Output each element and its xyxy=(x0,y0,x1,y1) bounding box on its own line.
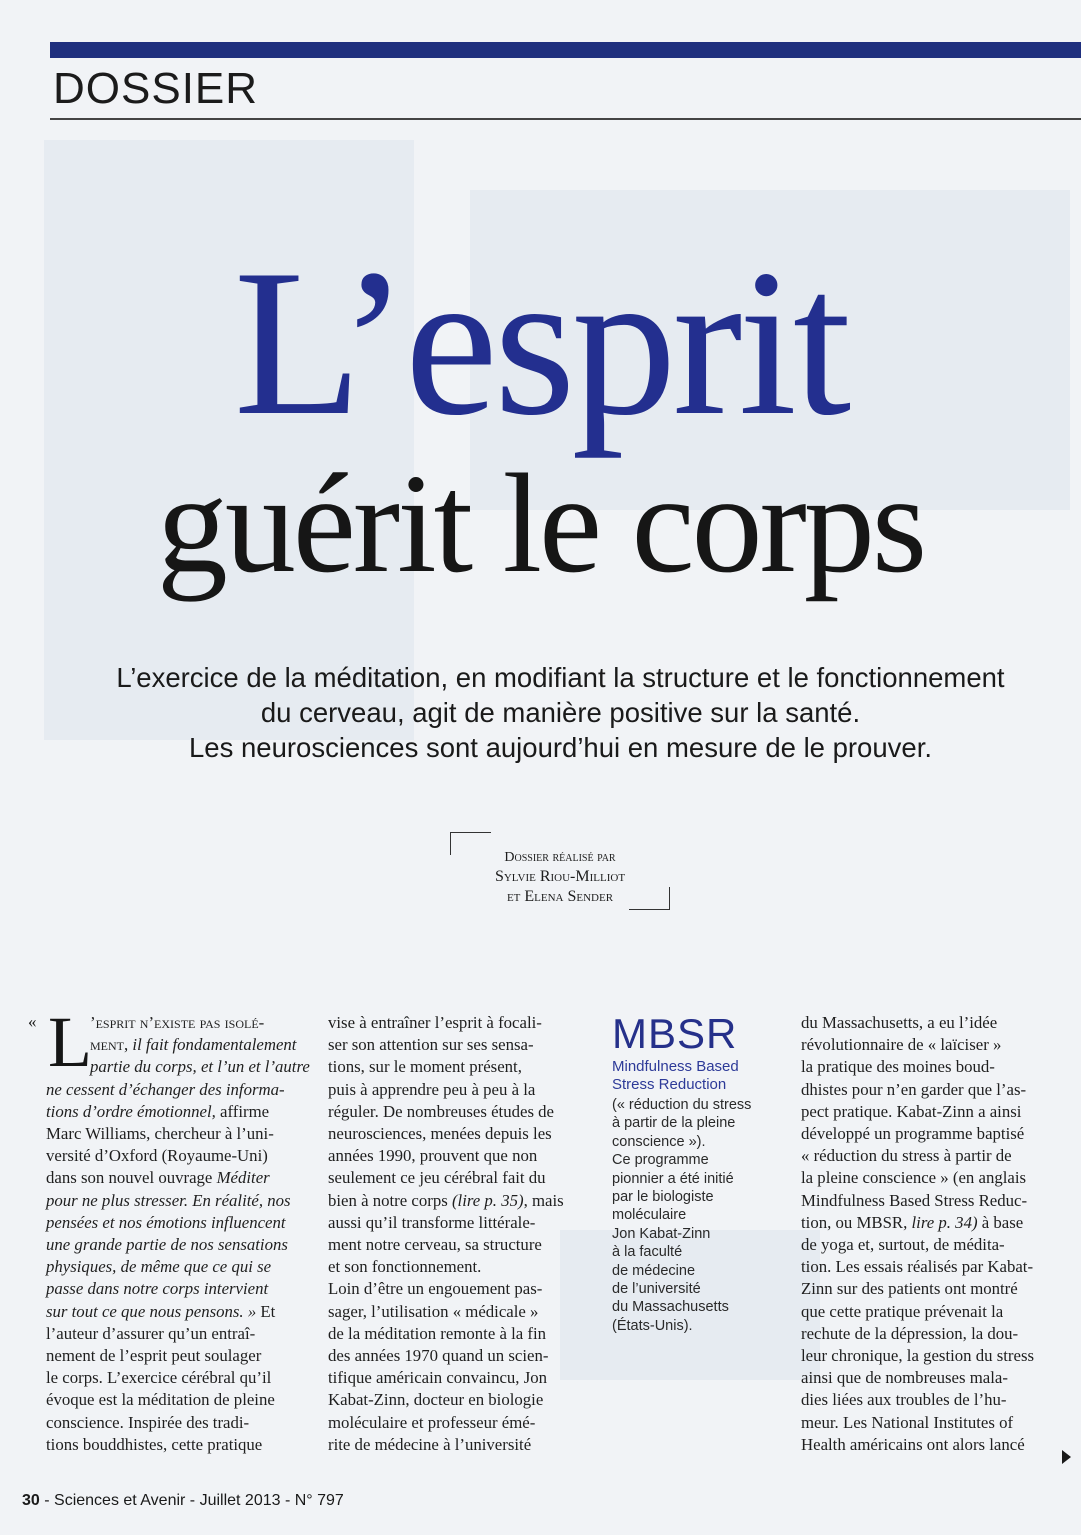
byline-box xyxy=(450,832,670,904)
text-line: à la faculté xyxy=(612,1244,683,1261)
text-line xyxy=(46,1256,308,1278)
page-footer xyxy=(22,1492,344,1510)
headline-line-1: L’esprit xyxy=(233,227,848,459)
text-line: vise à entraîner l’esprit à focali- xyxy=(328,1013,542,1032)
byline-author-1: Sylvie Riou-Milliot xyxy=(494,868,626,885)
text-line: par le biologiste xyxy=(612,1189,714,1206)
standfirst-line: L’exercice de la méditation, en modifiant la structure et le fonctionnement xyxy=(116,662,1005,693)
text-line: rite de médecine à l’université xyxy=(328,1434,532,1454)
text-line: révolutionnaire de « laïciser » xyxy=(801,1035,1002,1055)
text-line: bien à notre corps (lire p. 35), mais xyxy=(328,1190,564,1210)
text-line: le corps. L’exercice cérébral qu’il xyxy=(46,1368,272,1388)
text-line: neurosciences, menées depuis les xyxy=(328,1124,552,1144)
article-column-1 xyxy=(46,1002,310,1456)
text-line: dans son nouvel ouvrage Méditer xyxy=(46,1168,270,1188)
text-line: sager, l’utilisation « médicale » xyxy=(328,1301,539,1321)
text-line: du Massachusetts xyxy=(612,1299,729,1316)
text-line: ainsi que de nombreuses mala- xyxy=(801,1368,1008,1388)
text-line: physiques, de même que ce qui se xyxy=(46,1257,272,1277)
text-line xyxy=(46,1234,308,1256)
text-line: tifique américain convaincu, Jon xyxy=(328,1368,548,1388)
text-line: pour ne plus stresser. En réalité, nos xyxy=(46,1190,291,1210)
text-line: du Massachusetts, a eu l’idée xyxy=(801,1013,998,1032)
text-line: que cette pratique prévenait la xyxy=(801,1301,1004,1321)
text-line: l’auteur d’assurer qu’un entraî- xyxy=(46,1323,256,1343)
header-bar-notch xyxy=(50,42,66,58)
text-line: pect pratique. Kabat-Zinn a ainsi xyxy=(801,1101,1022,1121)
text-line: moléculaire et professeur émé- xyxy=(328,1412,536,1432)
text-line: tions d’ordre émotionnel, affirme xyxy=(46,1101,270,1121)
header-bar xyxy=(50,42,1081,58)
text-line xyxy=(46,1034,308,1056)
text-line: ser son attention sur ses sensa- xyxy=(328,1035,534,1055)
mbsr-body xyxy=(612,1096,782,1335)
text-line: Stress Reduction xyxy=(612,1076,727,1093)
text-line: partie du corps, et l’un et l’autre xyxy=(90,1057,310,1077)
text-line: meur. Les National Institutes of xyxy=(801,1412,1014,1432)
text-line: Health américains ont alors lancé xyxy=(801,1434,1025,1454)
text-line: conscience. Inspirée des tradi- xyxy=(46,1412,250,1432)
text-line: la pleine conscience » (en anglais xyxy=(801,1168,1027,1188)
text-line: Loin d’être un engouement pas- xyxy=(328,1279,543,1299)
text-line: « réduction du stress à partir de xyxy=(801,1146,1012,1166)
opening-quote: « xyxy=(28,1012,37,1031)
text-line: tion, ou MBSR, lire p. 34) à base xyxy=(801,1212,1024,1232)
text-line: lire p. 34) xyxy=(911,1212,978,1232)
text-line: pensées et nos émotions influencent xyxy=(46,1212,286,1232)
text-line: évoque est la méditation de pleine xyxy=(46,1390,275,1410)
text-line xyxy=(46,1212,308,1234)
text-line: Méditer xyxy=(216,1168,270,1188)
text-line: Ce programme xyxy=(612,1152,709,1169)
text-line: il fait fondamentalement xyxy=(132,1035,297,1055)
text-line: une grande partie de nos sensations xyxy=(46,1235,288,1255)
text-line: nement de l’esprit peut soulager xyxy=(46,1346,262,1366)
text-line: (« réduction du stress xyxy=(612,1097,752,1113)
headline-line-2: guérit le corps xyxy=(156,444,925,602)
text-line: tions, sur le moment présent, xyxy=(328,1057,522,1077)
text-line: conscience »). xyxy=(612,1133,706,1150)
text-line: (États-Unis). xyxy=(612,1317,693,1334)
text-line: de la méditation remonte à la fin xyxy=(328,1323,547,1343)
text-line: tions d’ordre émotionnel, xyxy=(46,1101,216,1121)
text-line: Zinn sur des patients ont montré xyxy=(801,1279,1018,1299)
text-line: dhistes pour n’en garder que l’as- xyxy=(801,1079,1027,1099)
text-line: moléculaire xyxy=(612,1207,687,1224)
text-line: sur tout ce que nous pensons. » Et xyxy=(46,1301,276,1321)
section-rubric: DOSSIER xyxy=(53,64,259,113)
text-line: dies liées aux troubles de l’hu- xyxy=(801,1390,1007,1410)
standfirst xyxy=(40,660,1081,765)
text-line: des années 1970 quand un scien- xyxy=(328,1346,549,1366)
text-line: ment, xyxy=(90,1035,129,1055)
text-line: Kabat-Zinn, docteur en biologie xyxy=(328,1390,544,1410)
text-line: rechute de la dépression, la dou- xyxy=(801,1323,1019,1343)
text-line: versité d’Oxford (Royaume-Uni) xyxy=(46,1146,268,1166)
text-line xyxy=(46,1079,308,1101)
text-line xyxy=(46,1278,308,1300)
text-line: années 1990, prouvent que non xyxy=(328,1146,538,1166)
text-line xyxy=(46,1190,308,1212)
drop-cap: L xyxy=(48,1002,92,1082)
text-line: Marc Williams, chercheur à l’uni- xyxy=(46,1124,274,1144)
text-line: Mindfulness Based xyxy=(612,1058,739,1075)
text-line: développé un programme baptisé xyxy=(801,1124,1025,1144)
text-line: aussi qu’il transforme littérale- xyxy=(328,1212,536,1232)
text-line: (lire p. 35) xyxy=(451,1190,524,1210)
article-column-4 xyxy=(801,1012,1061,1456)
text-line: ’esprit n’existe pas isolé- xyxy=(90,1013,265,1032)
text-line: passe dans notre corps intervient xyxy=(46,1279,269,1299)
text-line: Mindfulness Based Stress Reduc- xyxy=(801,1190,1028,1210)
text-line: et son fonctionnement. xyxy=(328,1257,482,1277)
text-line: sur tout ce que nous pensons. » xyxy=(46,1301,257,1321)
byline-author-2: et Elena Sender xyxy=(506,888,614,905)
text-line: de l’université xyxy=(612,1281,701,1298)
standfirst-line: Les neurosciences sont aujourd’hui en mesure de le prouver. xyxy=(189,732,932,763)
rubric-divider xyxy=(50,118,1081,120)
continue-arrow-icon xyxy=(1062,1450,1071,1464)
text-line: ment notre cerveau, sa structure xyxy=(328,1235,542,1255)
text-line: tions bouddhistes, cette pratique xyxy=(46,1434,263,1454)
mbsr-acronym: MBSR xyxy=(612,1010,738,1057)
text-line: la pratique des moines boud- xyxy=(801,1057,995,1077)
article-column-2 xyxy=(328,1012,590,1456)
byline-intro: Dossier réalisé par xyxy=(504,850,616,865)
text-line: leur chronique, la gestion du stress xyxy=(801,1346,1035,1366)
text-line: de yoga et, surtout, de médita- xyxy=(801,1235,1005,1255)
text-line: puis à apprendre peu à peu à la xyxy=(328,1079,536,1099)
text-line: réguler. De nombreuses études de xyxy=(328,1101,555,1121)
text-line xyxy=(46,1056,308,1078)
text-line: seulement ce jeu cérébral fait du xyxy=(328,1168,546,1188)
footer-publication: - Sciences et Avenir - Juillet 2013 - N° 797 xyxy=(39,1492,344,1509)
text-line: ne cessent d’échanger des informa- xyxy=(46,1079,285,1099)
text-line: pionnier a été initié xyxy=(612,1170,734,1187)
mbsr-sidebar xyxy=(612,1012,782,1335)
standfirst-line: du cerveau, agit de manière positive sur la santé. xyxy=(260,697,861,728)
text-line: Jon Kabat-Zinn xyxy=(612,1225,711,1242)
page-number: 30 xyxy=(22,1492,40,1509)
text-line: à partir de la pleine xyxy=(612,1115,736,1132)
mbsr-subtitle xyxy=(612,1058,782,1094)
text-line: de médecine xyxy=(612,1262,696,1279)
text-line: tion. Les essais réalisés par Kabat- xyxy=(801,1257,1034,1277)
